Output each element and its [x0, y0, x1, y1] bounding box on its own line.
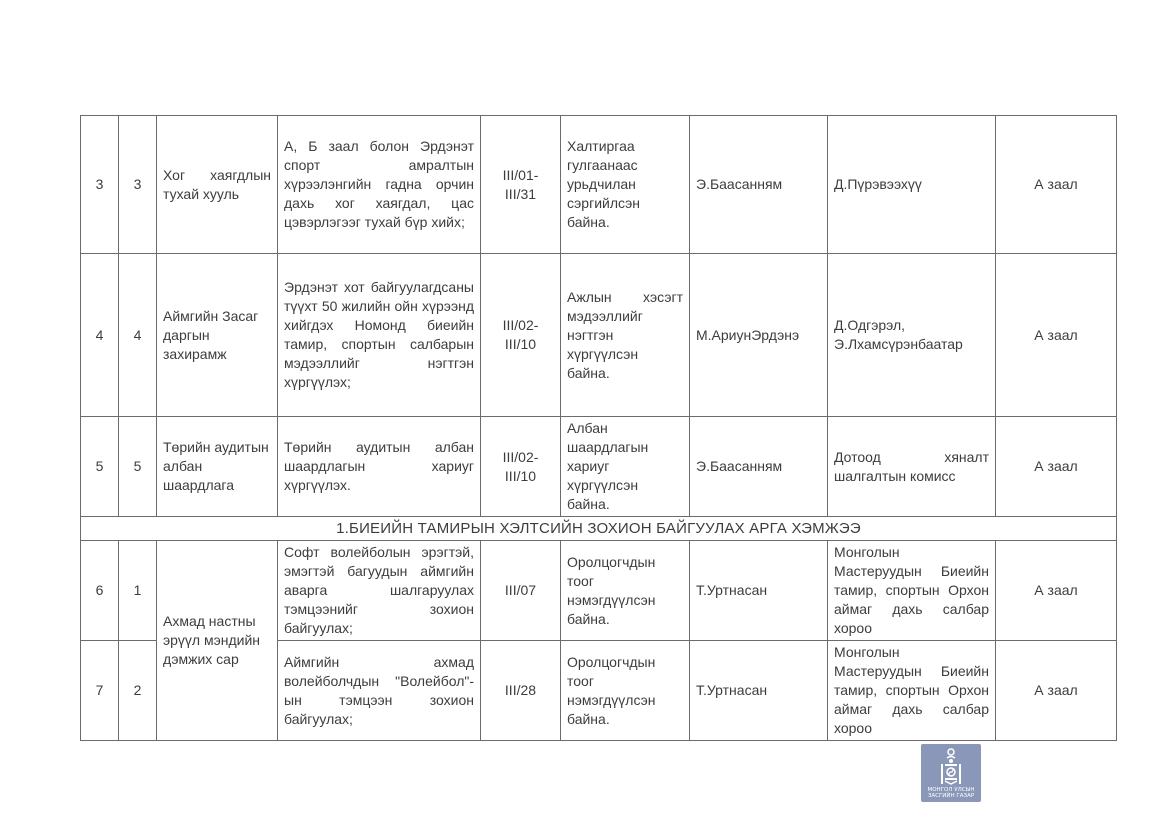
table-row	[81, 254, 1117, 417]
schedule-table	[80, 115, 1117, 741]
row-controller: Монголын Мастеруудын Биеийн тамир, спортын Орхон аймаг дахь салбар хороо	[828, 641, 996, 741]
row-responsible: Э.Баасанням	[690, 116, 828, 254]
row-responsible: Т.Уртнасан	[690, 541, 828, 641]
row-date: III/01- III/31	[481, 116, 561, 254]
soyombo-icon	[934, 747, 968, 787]
row-location: А заал	[996, 116, 1117, 254]
row-controller: Д.Пүрэвээхүү	[828, 116, 996, 254]
row-number: 7	[81, 641, 119, 741]
row-sub-number: 4	[119, 254, 157, 417]
emblem-line1: МОНГОЛ УЛСЫН	[927, 787, 975, 793]
table-row	[81, 541, 1117, 641]
row-action: Эрдэнэт хот байгуулагдсаны түүхт 50 жилийн ойн хүрээнд хийгдэх Номонд биеийн тамир, спортын салбарын мэдээллийг нэгтгэн хүргүүлэх;	[278, 254, 481, 417]
row-location: А заал	[996, 254, 1117, 417]
row-sub-number: 3	[119, 116, 157, 254]
row-result: Оролцогчдын тоог нэмэгдүүлсэн байна.	[561, 641, 690, 741]
row-date: III/07	[481, 541, 561, 641]
row-name: Хог хаягдлын тухай хууль	[157, 116, 278, 254]
row-controller: Дотоод хяналт шалгалтын комисс	[828, 417, 996, 517]
row-sub-number: 2	[119, 641, 157, 741]
row-result: Ажлын хэсэгт мэдээллийг нэгтгэн хүргүүлсэн байна.	[561, 254, 690, 417]
row-number: 3	[81, 116, 119, 254]
row-responsible: М.АриунЭрдэнэ	[690, 254, 828, 417]
row-number: 6	[81, 541, 119, 641]
row-number: 4	[81, 254, 119, 417]
table-row	[81, 417, 1117, 517]
row-result: Оролцогчдын тоог нэмэгдүүлсэн байна.	[561, 541, 690, 641]
row-date: III/02- III/10	[481, 254, 561, 417]
row-action: Аймгийн ахмад волейболчдын "Волейбол"-ын тэмцээн зохион байгуулах;	[278, 641, 481, 741]
section-title: 1.БИЕИЙН ТАМИРЫН ХЭЛТСИЙН ЗОХИОН БАЙГУУЛАХ АРГА ХЭМЖЭЭ	[81, 517, 1117, 541]
row-result: Албан шаардлагын хариуг хүргүүлсэн байна.	[561, 417, 690, 517]
government-emblem	[921, 744, 981, 802]
row-location: А заал	[996, 641, 1117, 741]
row-number: 5	[81, 417, 119, 517]
row-name: Ахмад настны эрүүл мэндийн дэмжих сар	[157, 541, 278, 741]
row-location: А заал	[996, 541, 1117, 641]
section-header-row	[81, 517, 1117, 541]
row-action: А, Б заал болон Эрдэнэт спорт амралтын хүрээлэнгийн гадна орчин дахь хог хаягдал, цас цэвэрлэгээг тухай бүр хийх;	[278, 116, 481, 254]
row-sub-number: 5	[119, 417, 157, 517]
table-row	[81, 116, 1117, 254]
row-result: Халтиргаа гулгаанаас урьдчилан сэргийлсэн байна.	[561, 116, 690, 254]
row-controller: Д.Одгэрэл, Э.Лхамсүрэнбаатар	[828, 254, 996, 417]
row-action: Софт волейболын эрэгтэй, эмэгтэй багуудын аймгийн аварга шалгаруулах тэмцээнийг зохион байгуулах;	[278, 541, 481, 641]
emblem-line2: ЗАСГИЙН ГАЗАР	[927, 793, 975, 799]
row-date: III/02- III/10	[481, 417, 561, 517]
row-location: А заал	[996, 417, 1117, 517]
row-date: III/28	[481, 641, 561, 741]
row-name: Төрийн аудитын албан шаардлага	[157, 417, 278, 517]
row-responsible: Э.Баасанням	[690, 417, 828, 517]
row-controller: Монголын Мастеруудын Биеийн тамир, спортын Орхон аймаг дахь салбар хороо	[828, 541, 996, 641]
row-name: Аймгийн Засаг даргын захирамж	[157, 254, 278, 417]
row-action: Төрийн аудитын албан шаардлагын хариуг хүргүүлэх.	[278, 417, 481, 517]
row-sub-number: 1	[119, 541, 157, 641]
row-responsible: Т.Уртнасан	[690, 641, 828, 741]
